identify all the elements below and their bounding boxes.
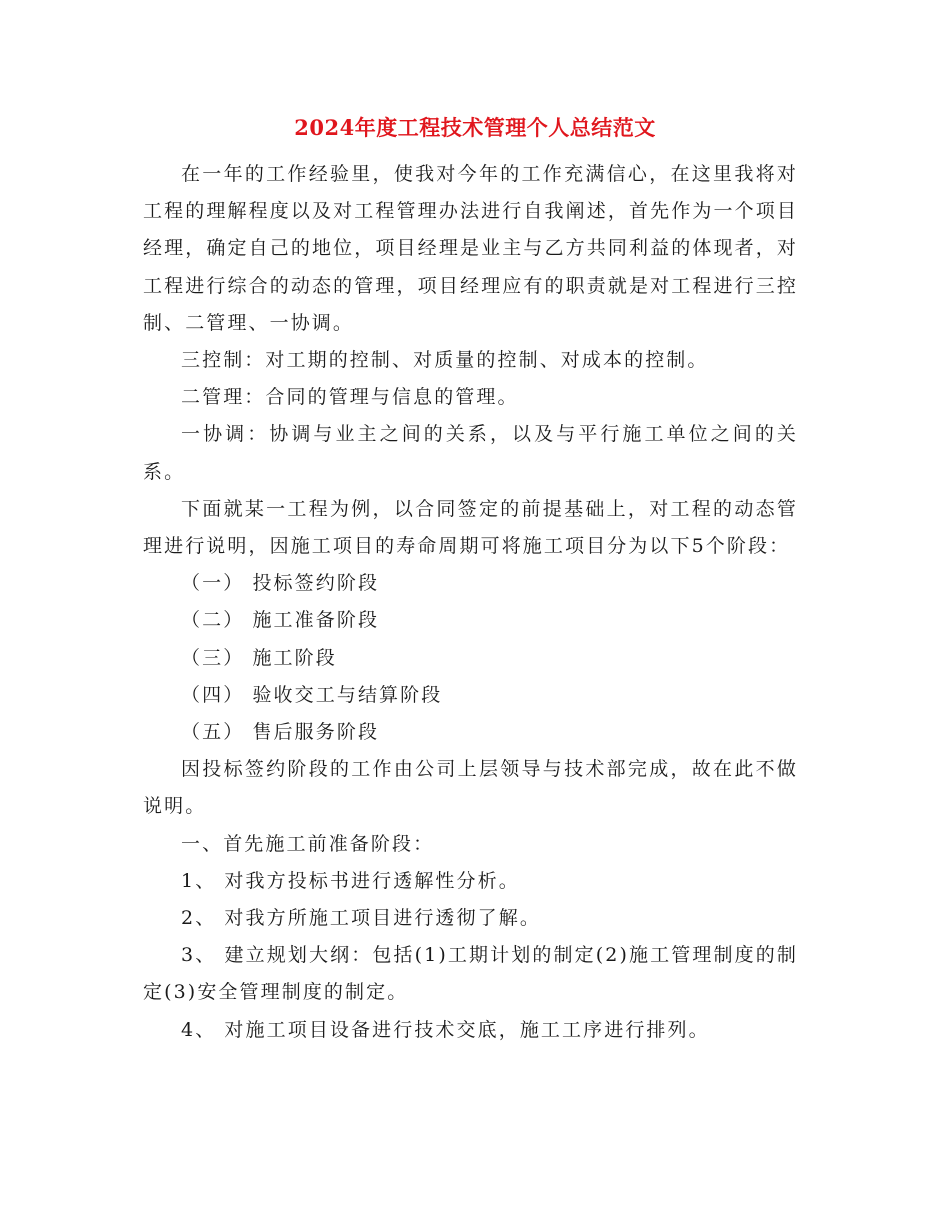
section-heading-preparation: 一、首先施工前准备阶段： [181,832,435,855]
paragraph-intro: 在一年的工作经验里，使我对今年的工作充满信心，在这里我将对工程的理解程度以及对工程管理办法进行自我阐述，首先作为一个项目经理，确定自己的地位，项目经理是业主与乙方共同利益的体现者，对工程进行综合的动态的管理，项目经理应有的职责就是对工程进行三控制、二管理、一协调。 [143,163,798,334]
paragraph-two-managements: 二管理：合同的管理与信息的管理。 [181,386,519,409]
paragraph-one-coordination: 一协调：协调与业主之间的关系，以及与平行施工单位之间的关系。 [143,423,798,483]
document-title: 2024年度工程技术管理个人总结范文 [294,115,656,140]
list-item-step-4: 4、 对施工项目设备进行技术交底，施工工序进行排列。 [181,1018,710,1041]
paragraph-three-controls: 三控制：对工期的控制、对质量的控制、对成本的控制。 [181,349,709,372]
list-item-step-3: 3、 建立规划大纲：包括(1)工期计划的制定(2)施工管理制度的制定(3)安全管理制度的制定。 [143,944,798,1004]
list-item-stage-2: （二） 施工准备阶段 [181,609,380,632]
list-item-step-2: 2、 对我方所施工项目进行透彻了解。 [181,907,541,930]
list-item-stage-4: （四） 验收交工与结算阶段 [181,683,443,706]
list-item-stage-1: （一） 投标签约阶段 [181,572,380,595]
document-body [143,156,798,1049]
list-item-stage-3: （三） 施工阶段 [181,646,337,669]
list-item-stage-5: （五） 售后服务阶段 [181,721,380,744]
list-item-step-1: 1、 对我方投标书进行透解性分析。 [181,869,520,892]
paragraph-bidding-note: 因投标签约阶段的工作由公司上层领导与技术部完成，故在此不做说明。 [143,758,798,818]
paragraph-stages-intro: 下面就某一工程为例，以合同签定的前提基础上，对工程的动态管理进行说明，因施工项目的寿命周期可将施工项目分为以下5个阶段： [143,497,798,558]
